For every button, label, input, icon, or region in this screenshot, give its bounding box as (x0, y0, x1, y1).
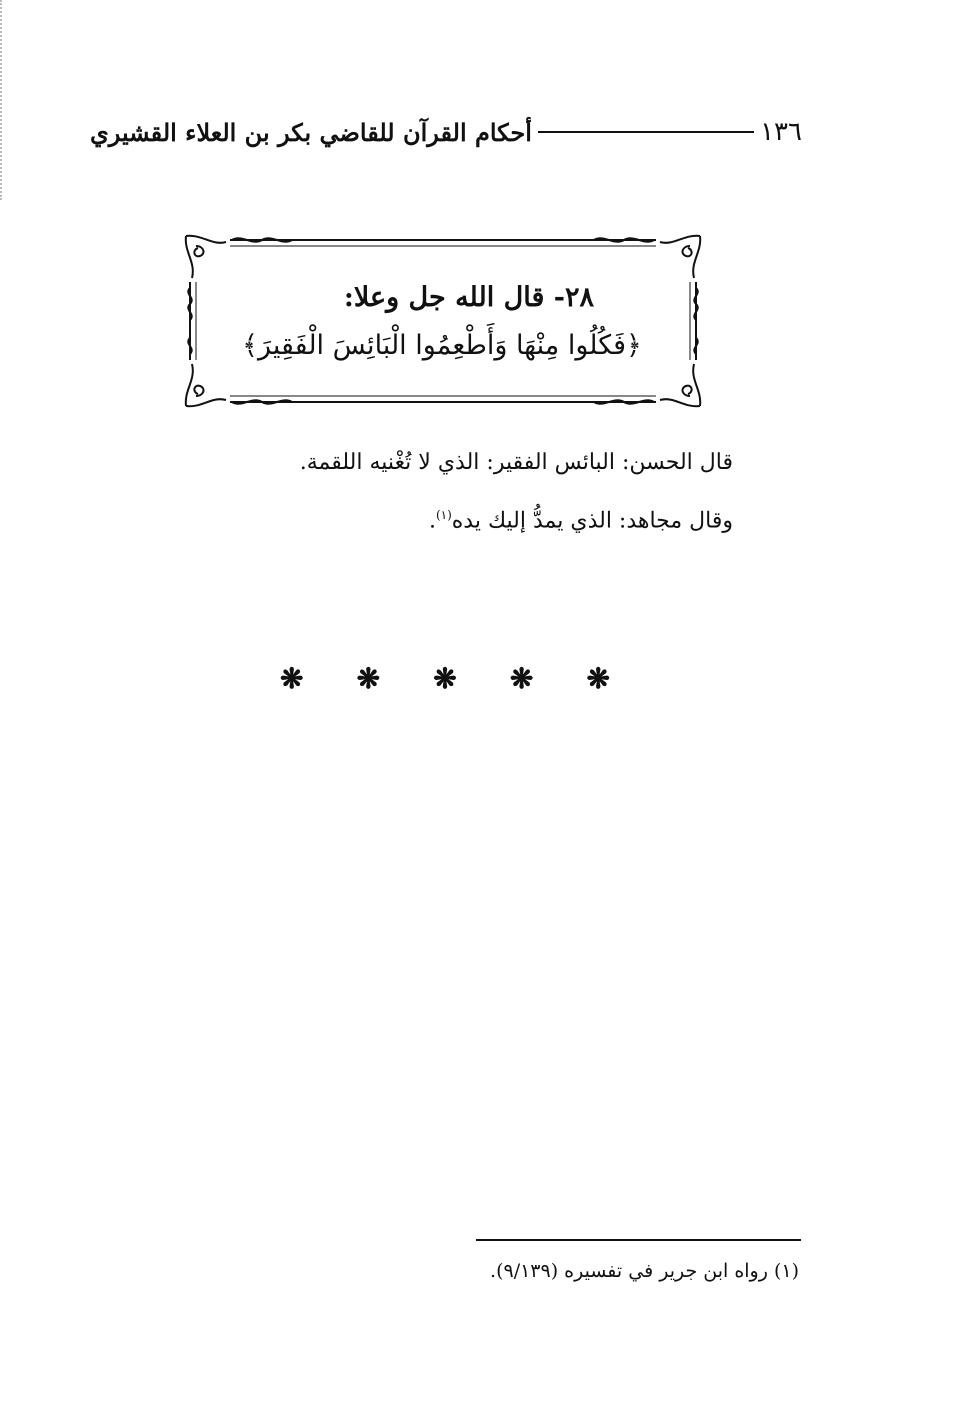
header-rule (538, 131, 754, 133)
commentary-text: وقال مجاهد: الذي يمدُّ إليك يده (451, 508, 733, 534)
star-ornament-icon: ❋ (509, 662, 534, 695)
verse-frame (182, 232, 704, 410)
verse-heading: ٢٨- قال الله جل وعلا: (343, 282, 594, 313)
star-ornament-icon: ❋ (280, 662, 304, 695)
scan-edge-mark (0, 0, 6, 200)
ornamental-frame-icon (182, 232, 704, 410)
book-title: أحكام القرآن للقاضي بكر بن العلاء القشيري (90, 117, 532, 147)
section-separator (280, 662, 610, 695)
quran-verse: ﴿فَكُلُوا مِنْهَا وَأَطْعِمُوا الْبَائِسَ الْفَقِيرَ﴾ (242, 330, 642, 361)
footnote-reference: (١) (435, 508, 452, 522)
page-number: ١٣٦ (760, 117, 802, 147)
page-header (90, 112, 802, 152)
footnote-1: (١) رواه ابن جرير في تفسيره (٩/١٣٩). (490, 1260, 799, 1282)
commentary-line-hasan: قال الحسن: البائس الفقير: الذي لا تُغْنيه اللقمة. (299, 450, 733, 475)
star-ornament-icon: ❋ (356, 662, 381, 695)
commentary-line-mujahid (429, 508, 733, 533)
footnote-divider (476, 1239, 801, 1241)
commentary-end-mark: . (428, 508, 436, 534)
star-ornament-icon: ❋ (586, 662, 610, 695)
star-ornament-icon: ❋ (433, 662, 457, 695)
